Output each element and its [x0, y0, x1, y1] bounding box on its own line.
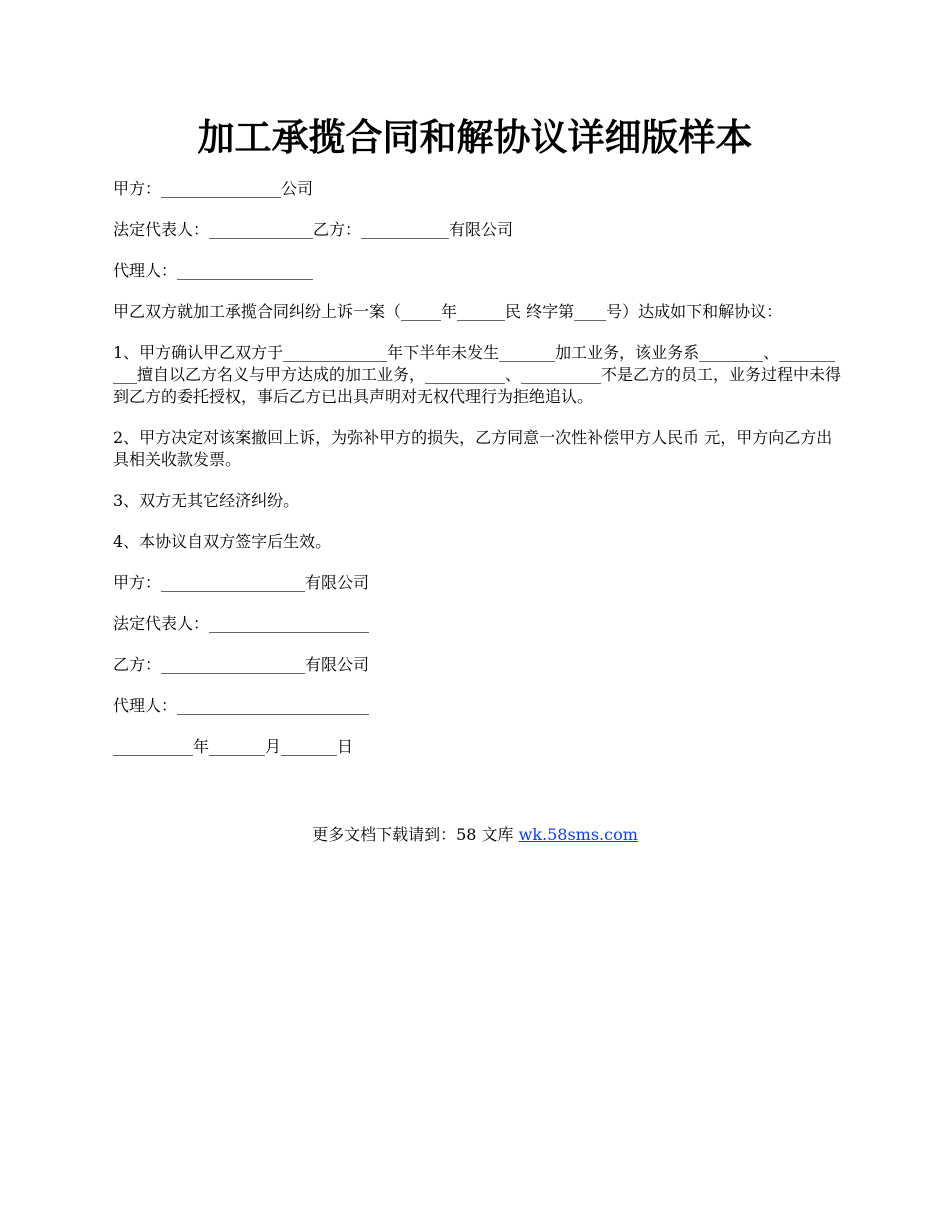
footer-text: 更多文档下载请到：58 文库	[312, 825, 519, 844]
legal-rep-party-b-line: 法定代表人：_____________乙方：___________有限公司	[113, 220, 514, 239]
signature-party-b: 乙方：__________________有限公司	[113, 655, 370, 674]
download-footer	[0, 824, 950, 846]
signature-agent: 代理人：________________________	[113, 696, 370, 715]
clause-3: 3、双方无其它经济纠纷。	[113, 491, 300, 510]
footer-link[interactable]: wk.58sms.com	[518, 825, 638, 844]
signature-date: __________年_______月_______日	[113, 737, 354, 756]
signature-legal-rep: 法定代表人：____________________	[113, 614, 370, 633]
signature-party-a: 甲方：__________________有限公司	[113, 573, 370, 592]
document-body	[113, 178, 841, 777]
party-a-line: 甲方：_______________公司	[113, 179, 314, 198]
clause-1: 1、甲方确认甲乙双方于_____________年下半年未发生_______加工业务，该业务系________、__________擅自以乙方名义与甲方达成的加工业务，__________、__________不是乙方的员工，业务过程中未得到乙方的委托授权，事后乙方已出具声明对无权代理行为拒绝追认。	[113, 343, 842, 406]
clause-4: 4、本协议自双方签字后生效。	[113, 532, 332, 551]
clause-2: 2、甲方决定对该案撤回上诉，为弥补甲方的损失，乙方同意一次性补偿甲方人民币 元，甲方向乙方出具相关收款发票。	[113, 428, 833, 469]
document-title: 加工承揽合同和解协议详细版样本	[197, 115, 753, 159]
preamble-paragraph: 甲乙双方就加工承揽合同纠纷上诉一案（_____年______民 终字第____号）达成如下和解协议：	[113, 302, 783, 321]
agent-line: 代理人：_________________	[113, 261, 314, 280]
